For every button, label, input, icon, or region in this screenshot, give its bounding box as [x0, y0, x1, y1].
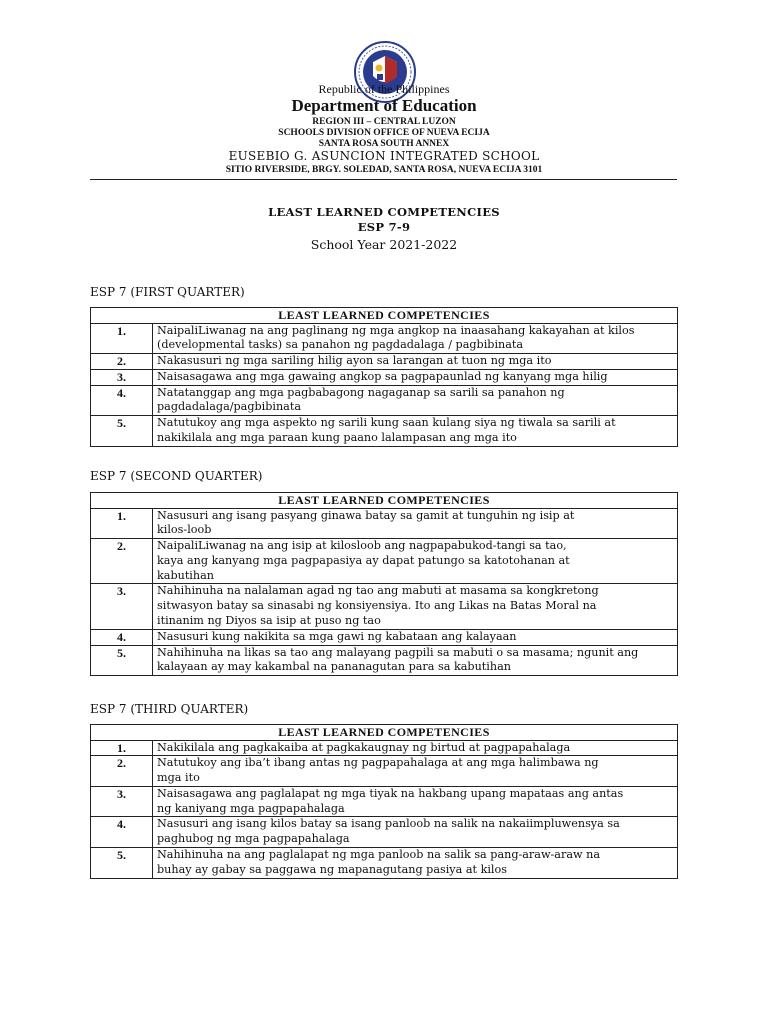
table-row — [91, 416, 678, 447]
row-text: Nahihinuha na likas sa tao ang malayang pagpili sa mabuti o sa masama; ngunit ang kalayaan ay may kakambal na pananagutan para sa kabutihan — [153, 645, 678, 676]
quarter-label-third: ESP 7 (THIRD QUARTER) — [90, 702, 249, 716]
table-row — [91, 740, 678, 756]
row-number: 1. — [91, 740, 153, 756]
quarter-label-second: ESP 7 (SECOND QUARTER) — [90, 469, 263, 483]
school-name: EUSEBIO G. ASUNCION INTEGRATED SCHOOL — [228, 149, 540, 163]
row-number: 3. — [91, 584, 153, 629]
table-row — [91, 369, 678, 385]
row-text: Nakasusuri ng mga sariling hilig ayon sa larangan at tuon ng mga ito — [153, 354, 678, 370]
document-title: LEAST LEARNED COMPETENCIES — [268, 205, 500, 219]
row-text: NaipaliLiwanag na ang paglinang ng mga angkop na inaasahang kakayahan at kilos (developmental tasks) sa panahon ng pagdadalaga / pagbibinata — [153, 323, 678, 354]
document-subject: ESP 7-9 — [357, 220, 411, 234]
row-text: Nasusuri kung nakikita sa mga gawi ng kabataan ang kalayaan — [153, 629, 678, 645]
quarter-label-first: ESP 7 (FIRST QUARTER) — [90, 285, 245, 299]
row-number: 4. — [91, 817, 153, 848]
table-row — [91, 848, 678, 879]
competencies-table-first — [90, 307, 678, 447]
table-row — [91, 508, 678, 539]
table-row — [91, 354, 678, 370]
school-year: School Year 2021-2022 — [310, 237, 458, 252]
table-row — [91, 629, 678, 645]
table-row — [91, 817, 678, 848]
row-number: 3. — [91, 786, 153, 817]
department-name: Department of Education — [291, 96, 477, 115]
row-number: 2. — [91, 756, 153, 787]
table-row — [91, 756, 678, 787]
row-text: Natutukoy ang iba’t ibang antas ng pagpapahalaga at ang mga halimbawa ng mga ito — [153, 756, 678, 787]
row-number: 4. — [91, 629, 153, 645]
row-number: 5. — [91, 848, 153, 879]
competencies-table-second — [90, 492, 678, 676]
competencies-table-third — [90, 724, 678, 879]
table-header: LEAST LEARNED COMPETENCIES — [91, 725, 678, 741]
row-number: 5. — [91, 416, 153, 447]
header-divider — [90, 179, 677, 180]
table-row — [91, 385, 678, 416]
division-line: SCHOOLS DIVISION OFFICE OF NUEVA ECIJA — [278, 128, 490, 138]
row-number: 3. — [91, 369, 153, 385]
school-address: SITIO RIVERSIDE, BRGY. SOLEDAD, SANTA ROSA, NUEVA ECIJA 3101 — [225, 165, 543, 175]
table-row — [91, 539, 678, 584]
row-text: Natutukoy ang mga aspekto ng sarili kung saan kulang siya ng tiwala sa sarili at nakikilala ang mga paraan kung paano lalampasan ang mga ito — [153, 416, 678, 447]
region-line: REGION III – CENTRAL LUZON — [312, 117, 456, 127]
republic-line: Republic of the Philippines — [318, 82, 450, 96]
row-number: 4. — [91, 385, 153, 416]
row-text: NaipaliLiwanag na ang isip at kilosloob ang nagpapabukod-tangi sa tao, kaya ang kanyang mga pagpapasiya ay dapat patungo sa katotohanan at kabutihan — [153, 539, 678, 584]
table-header: LEAST LEARNED COMPETENCIES — [91, 493, 678, 509]
table-header: LEAST LEARNED COMPETENCIES — [91, 308, 678, 324]
row-number: 1. — [91, 323, 153, 354]
row-text: Nakikilala ang pagkakaiba at pagkakaugnay ng birtud at pagpapahalaga — [153, 740, 678, 756]
annex-line: SANTA ROSA SOUTH ANNEX — [318, 139, 450, 149]
row-text: Naisasagawa ang paglalapat ng mga tiyak na hakbang upang mapataas ang antas ng kaniyang mga pagpapahalaga — [153, 786, 678, 817]
row-number: 2. — [91, 354, 153, 370]
row-text: Naisasagawa ang mga gawaing angkop sa pagpapaunlad ng kanyang mga hilig — [153, 369, 678, 385]
table-row — [91, 584, 678, 629]
table-row — [91, 786, 678, 817]
row-text: Nasusuri ang isang pasyang ginawa batay sa gamit at tunguhin ng isip at kilos-loob — [153, 508, 678, 539]
row-number: 2. — [91, 539, 153, 584]
table-row — [91, 323, 678, 354]
row-text: Nahihinuha na ang paglalapat ng mga panloob na salik sa pang-araw-araw na buhay ay gabay sa paggawa ng mapanagutang pasiya at kilos — [153, 848, 678, 879]
row-text: Natatanggap ang mga pagbabagong nagaganap sa sarili sa panahon ng pagdadalaga/pagbibinata — [153, 385, 678, 416]
row-text: Nasusuri ang isang kilos batay sa isang panloob na salik na nakaiimpluwensya sa paghubog ng mga pagpapahalaga — [153, 817, 678, 848]
row-text: Nahihinuha na nalalaman agad ng tao ang mabuti at masama sa kongkretong sitwasyon batay sa sinasabi ng konsiyensiya. Ito ang Likas na Batas Moral na itinanim ng Diyos sa isip at puso ng tao — [153, 584, 678, 629]
table-row — [91, 645, 678, 676]
row-number: 1. — [91, 508, 153, 539]
row-number: 5. — [91, 645, 153, 676]
